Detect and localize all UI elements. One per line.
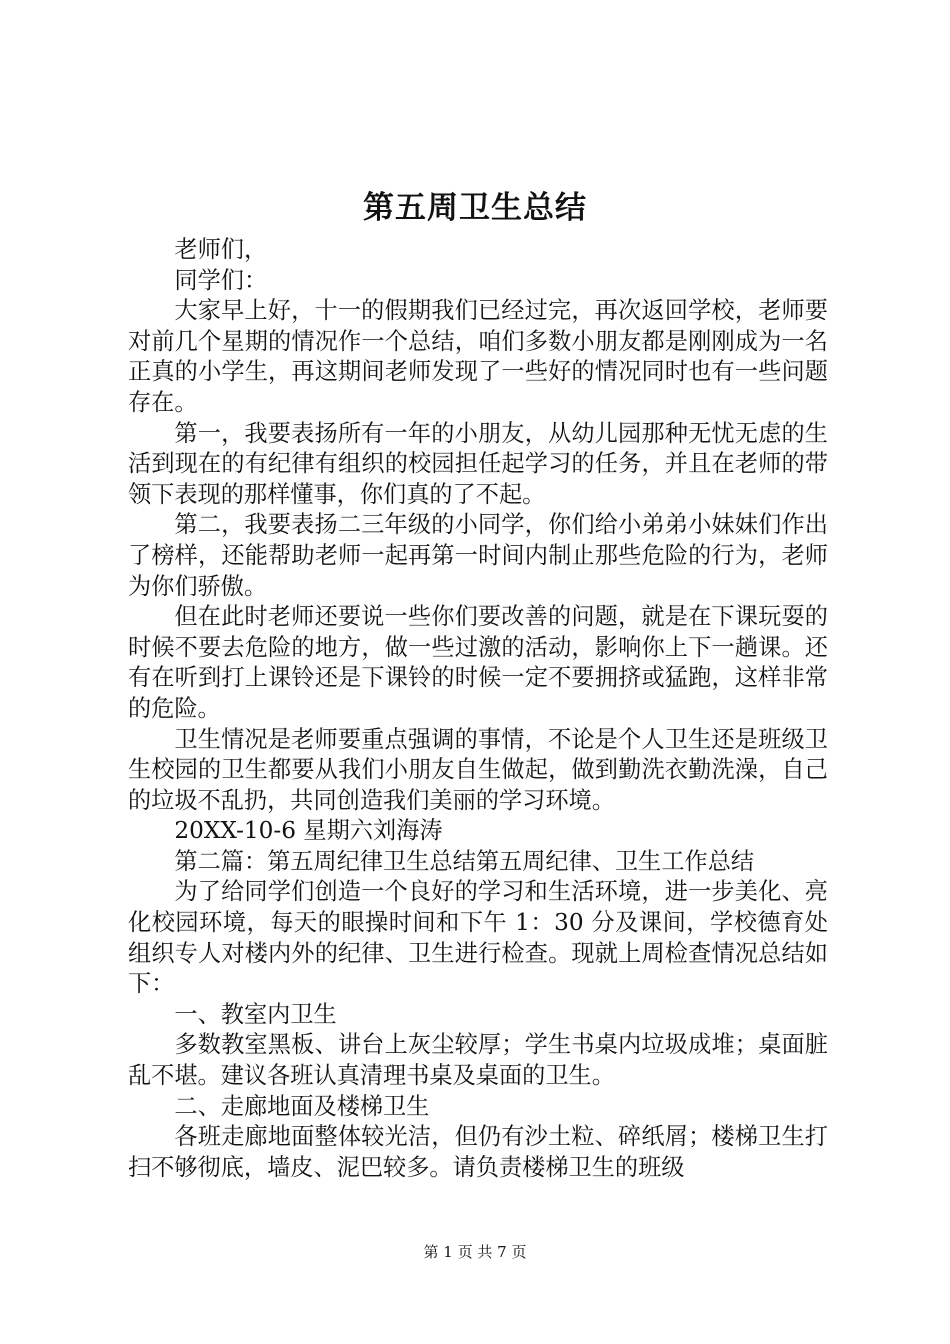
paragraph-corridor: 各班走廊地面整体较光洁，但仍有沙土粒、碎纸屑；楼梯卫生打扫不够彻底，墙皮、泥巴较多。请负责楼梯卫生的班级 [128,1123,828,1181]
paragraph-classroom: 多数教室黑板、讲台上灰尘较厚；学生书桌内垃圾成堆；桌面脏乱不堪。建议各班认真清理书桌及桌面的卫生。 [128,1031,828,1090]
paragraph-intro: 大家早上好，十一的假期我们已经过完，再次返回学校，老师要对前几个星期的情况作一个总结，咱们多数小朋友都是刚刚成为一名正真的小学生，再这期间老师发现了一些好的情况同时也有一些问题存在。 [128,297,828,416]
paragraph-signature-date: 20XX-10-6 星期六刘海涛 [174,817,443,845]
section-heading-classroom: 一、教室内卫生 [174,1000,337,1028]
paragraph-second-point: 第二，我要表扬二三年级的小同学，你们给小弟弟小妹妹们作出了榜样，还能帮助老师一起再第一时间内制止那些危险的行为，老师为你们骄傲。 [128,511,828,600]
paragraph-salutation-teachers: 老师们， [174,236,268,263]
paragraph-second-article-intro: 为了给同学们创造一个良好的学习和生活环境，进一步美化、亮化校园环境，每天的眼操时间和下午 1：30 分及课间，学校德育处组织专人对楼内外的纪律、卫生进行检查。现就上周检查情况总结如下： [128,878,828,998]
section-heading-corridor: 二、走廊地面及楼梯卫生 [174,1092,430,1120]
paragraph-improvements: 但在此时老师还要说一些你们要改善的问题，就是在下课玩耍的时候不要去危险的地方，做一些过激的活动，影响你上下一趟课。还有在听到打上课铃还是下课铃的时候一定不要拥挤或猛跑，这样非常的危险。 [128,603,828,722]
paragraph-hygiene: 卫生情况是老师要重点强调的事情，不论是个人卫生还是班级卫生校园的卫生都要从我们小朋友自生做起，做到勤洗衣勤洗澡，自己的垃圾不乱扔，共同创造我们美丽的学习环境。 [128,725,828,814]
paragraph-second-article-heading: 第二篇：第五周纪律卫生总结第五周纪律、卫生工作总结 [174,847,755,875]
document-body [128,235,828,1183]
page-number-footer: 第 1 页 共 7 页 [423,1243,527,1261]
paragraph-first-point: 第一，我要表扬所有一年的小朋友，从幼儿园那种无忧无虑的生活到现在的有纪律有组织的校园担任起学习的任务，并且在老师的带领下表现的那样懂事，你们真的了不起。 [128,419,828,508]
document-title: 第五周卫生总结 [363,190,587,226]
paragraph-salutation-students: 同学们： [174,266,268,294]
